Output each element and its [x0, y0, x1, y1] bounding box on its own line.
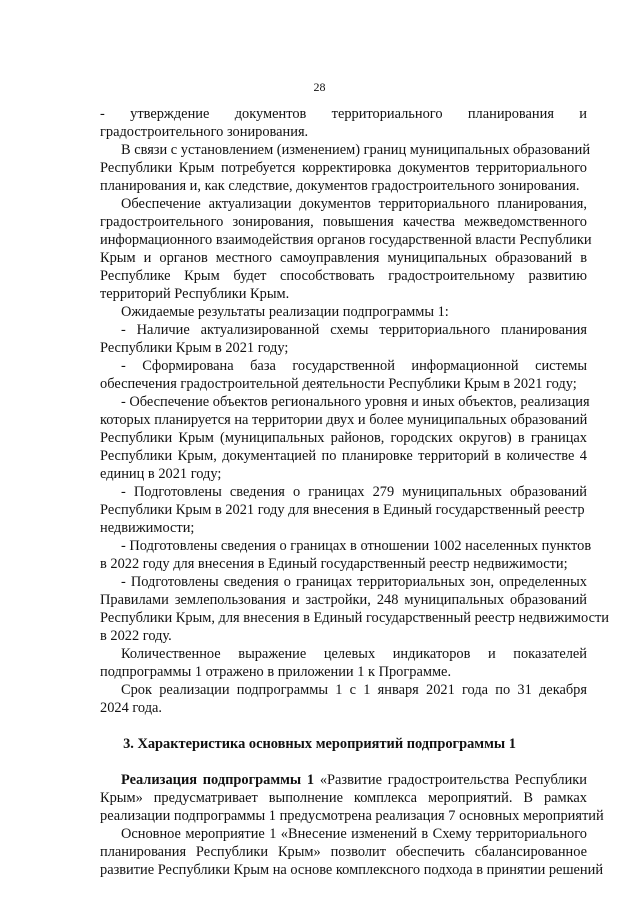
text-line: - Наличие актуализированной схемы территориального планирования [121, 322, 587, 338]
text-line: информационного взаимодействия органов государственной власти Республики [100, 232, 592, 248]
text-line: - Подготовлены сведения о границах в отношении 1002 населенных пунктов [121, 538, 592, 554]
text-line: Основное мероприятие 1 «Внесение изменений в Схему территориального [121, 826, 587, 842]
text-line: Республики Крым (муниципальных районов, городских округов) в границах [100, 430, 587, 446]
text-line: обеспечения градостроительной деятельности Республики Крым в 2021 году; [100, 376, 577, 392]
text-line: в 2022 году для внесения в Единый государственный реестр недвижимости; [100, 556, 568, 572]
text-line: планирования и, как следствие, документов градостроительного зонирования. [100, 178, 580, 194]
section-heading: 3. Характеристика основных мероприятий подпрограммы 1 [123, 736, 516, 752]
text-line: Крым и органов местного самоуправления муниципальных образований в [100, 250, 587, 266]
text-line: Республики Крым, документацией по планировке территорий в количестве 4 [100, 448, 587, 464]
text-line: планирования Республики Крым» позволит обеспечить сбалансированное [100, 844, 587, 860]
text-line: Срок реализации подпрограммы 1 с 1 января 2021 года по 31 декабря [121, 682, 587, 698]
text-line: Республики Крым в 2021 году для внесения в Единый государственный реестр [100, 502, 585, 518]
text-line: Республики Крым потребуется корректировка документов территориального [100, 160, 587, 176]
text-line: 2024 года. [100, 700, 163, 716]
text-line: градостроительного зонирования. [100, 124, 309, 140]
text-line: градостроительного зонирования, повышения качества межведомственного [100, 214, 587, 230]
text-run: «Развитие градостроительства Республики [314, 772, 587, 788]
text-line: которых планируется на территории двух и более муниципальных образований [100, 412, 588, 428]
text-line: территорий Республики Крым. [100, 286, 290, 302]
bold-lead-text: Реализация подпрограммы 1 [121, 772, 315, 788]
text-line [121, 772, 587, 789]
text-line: Обеспечение актуализации документов территориального планирования, [121, 196, 587, 212]
text-line: - Обеспечение объектов регионального уровня и иных объектов, реализация [121, 394, 590, 410]
text-line: подпрограммы 1 отражено в приложении 1 к Программе. [100, 664, 452, 680]
text-line: недвижимости; [100, 520, 195, 536]
text-line: Правилами землепользования и застройки, 248 муниципальных образований [100, 592, 587, 608]
text-line: единиц в 2021 году; [100, 466, 222, 482]
text-line: - Подготовлены сведения о границах 279 муниципальных образований [121, 484, 587, 500]
text-line: Республики Крым, для внесения в Единый государственный реестр недвижимости [100, 610, 609, 626]
page-number: 28 [313, 80, 326, 94]
text-line: Количественное выражение целевых индикаторов и показателей [121, 646, 587, 662]
text-line: Республике Крым будет способствовать градостроительному развитию [100, 268, 587, 284]
text-line: Ожидаемые результаты реализации подпрограммы 1: [121, 304, 449, 320]
text-line: Республики Крым в 2021 году; [100, 340, 289, 356]
text-line: в 2022 году. [100, 628, 172, 644]
text-line: В связи с установлением (изменением) границ муниципальных образований [121, 142, 591, 158]
text-line: Крым» предусматривает выполнение комплекса мероприятий. В рамках [100, 790, 587, 806]
text-line: - Сформирована база государственной информационной системы [121, 358, 587, 374]
text-line: - утверждение документов территориального планирования и [100, 106, 587, 122]
text-line: - Подготовлены сведения о границах территориальных зон, определенных [121, 574, 587, 590]
text-line: развитие Республики Крым на основе комплексного подхода в принятии решений [100, 862, 604, 878]
text-line: реализации подпрограммы 1 предусмотрена реализация 7 основных мероприятий [100, 808, 604, 824]
